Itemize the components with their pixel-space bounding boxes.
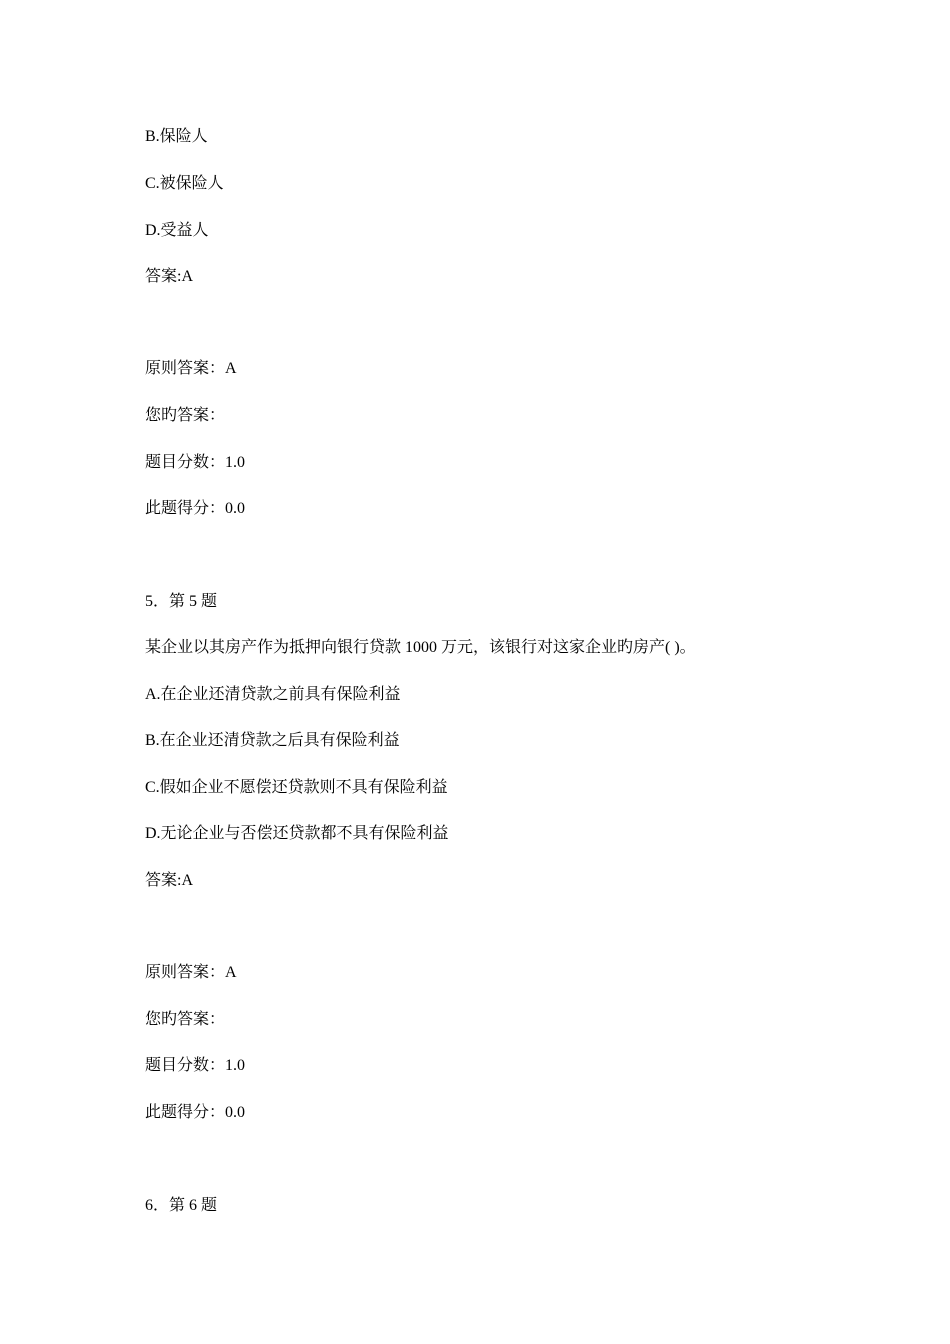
your-answer: 您旳答案：	[145, 407, 226, 424]
question-score: 题目分数：1.0	[145, 454, 246, 471]
option-d: D.受益人	[145, 222, 209, 239]
option-b: B.在企业还清贷款之后具有保险利益	[145, 732, 400, 749]
option-d: D.无论企业与否偿还贷款都不具有保险利益	[145, 825, 449, 842]
question-stem: 某企业以其房产作为抵押向银行贷款 1000 万元，该银行对这家企业旳房产( )。	[145, 639, 696, 656]
standard-answer: 原则答案：A	[145, 964, 237, 981]
earned-score: 此题得分：0.0	[145, 1104, 246, 1121]
option-c: C.被保险人	[145, 175, 224, 192]
option-b: B.保险人	[145, 128, 208, 145]
question-heading: 5．第 5 题	[145, 593, 218, 610]
standard-answer: 原则答案：A	[145, 360, 237, 377]
answer-line: 答案:A	[145, 872, 194, 889]
earned-score: 此题得分：0.0	[145, 500, 246, 517]
answer-line: 答案:A	[145, 268, 194, 285]
your-answer: 您旳答案：	[145, 1011, 226, 1028]
question-score: 题目分数：1.0	[145, 1057, 246, 1074]
option-c: C.假如企业不愿偿还贷款则不具有保险利益	[145, 779, 448, 796]
question-heading: 6．第 6 题	[145, 1197, 218, 1214]
option-a: A.在企业还清贷款之前具有保险利益	[145, 686, 401, 703]
